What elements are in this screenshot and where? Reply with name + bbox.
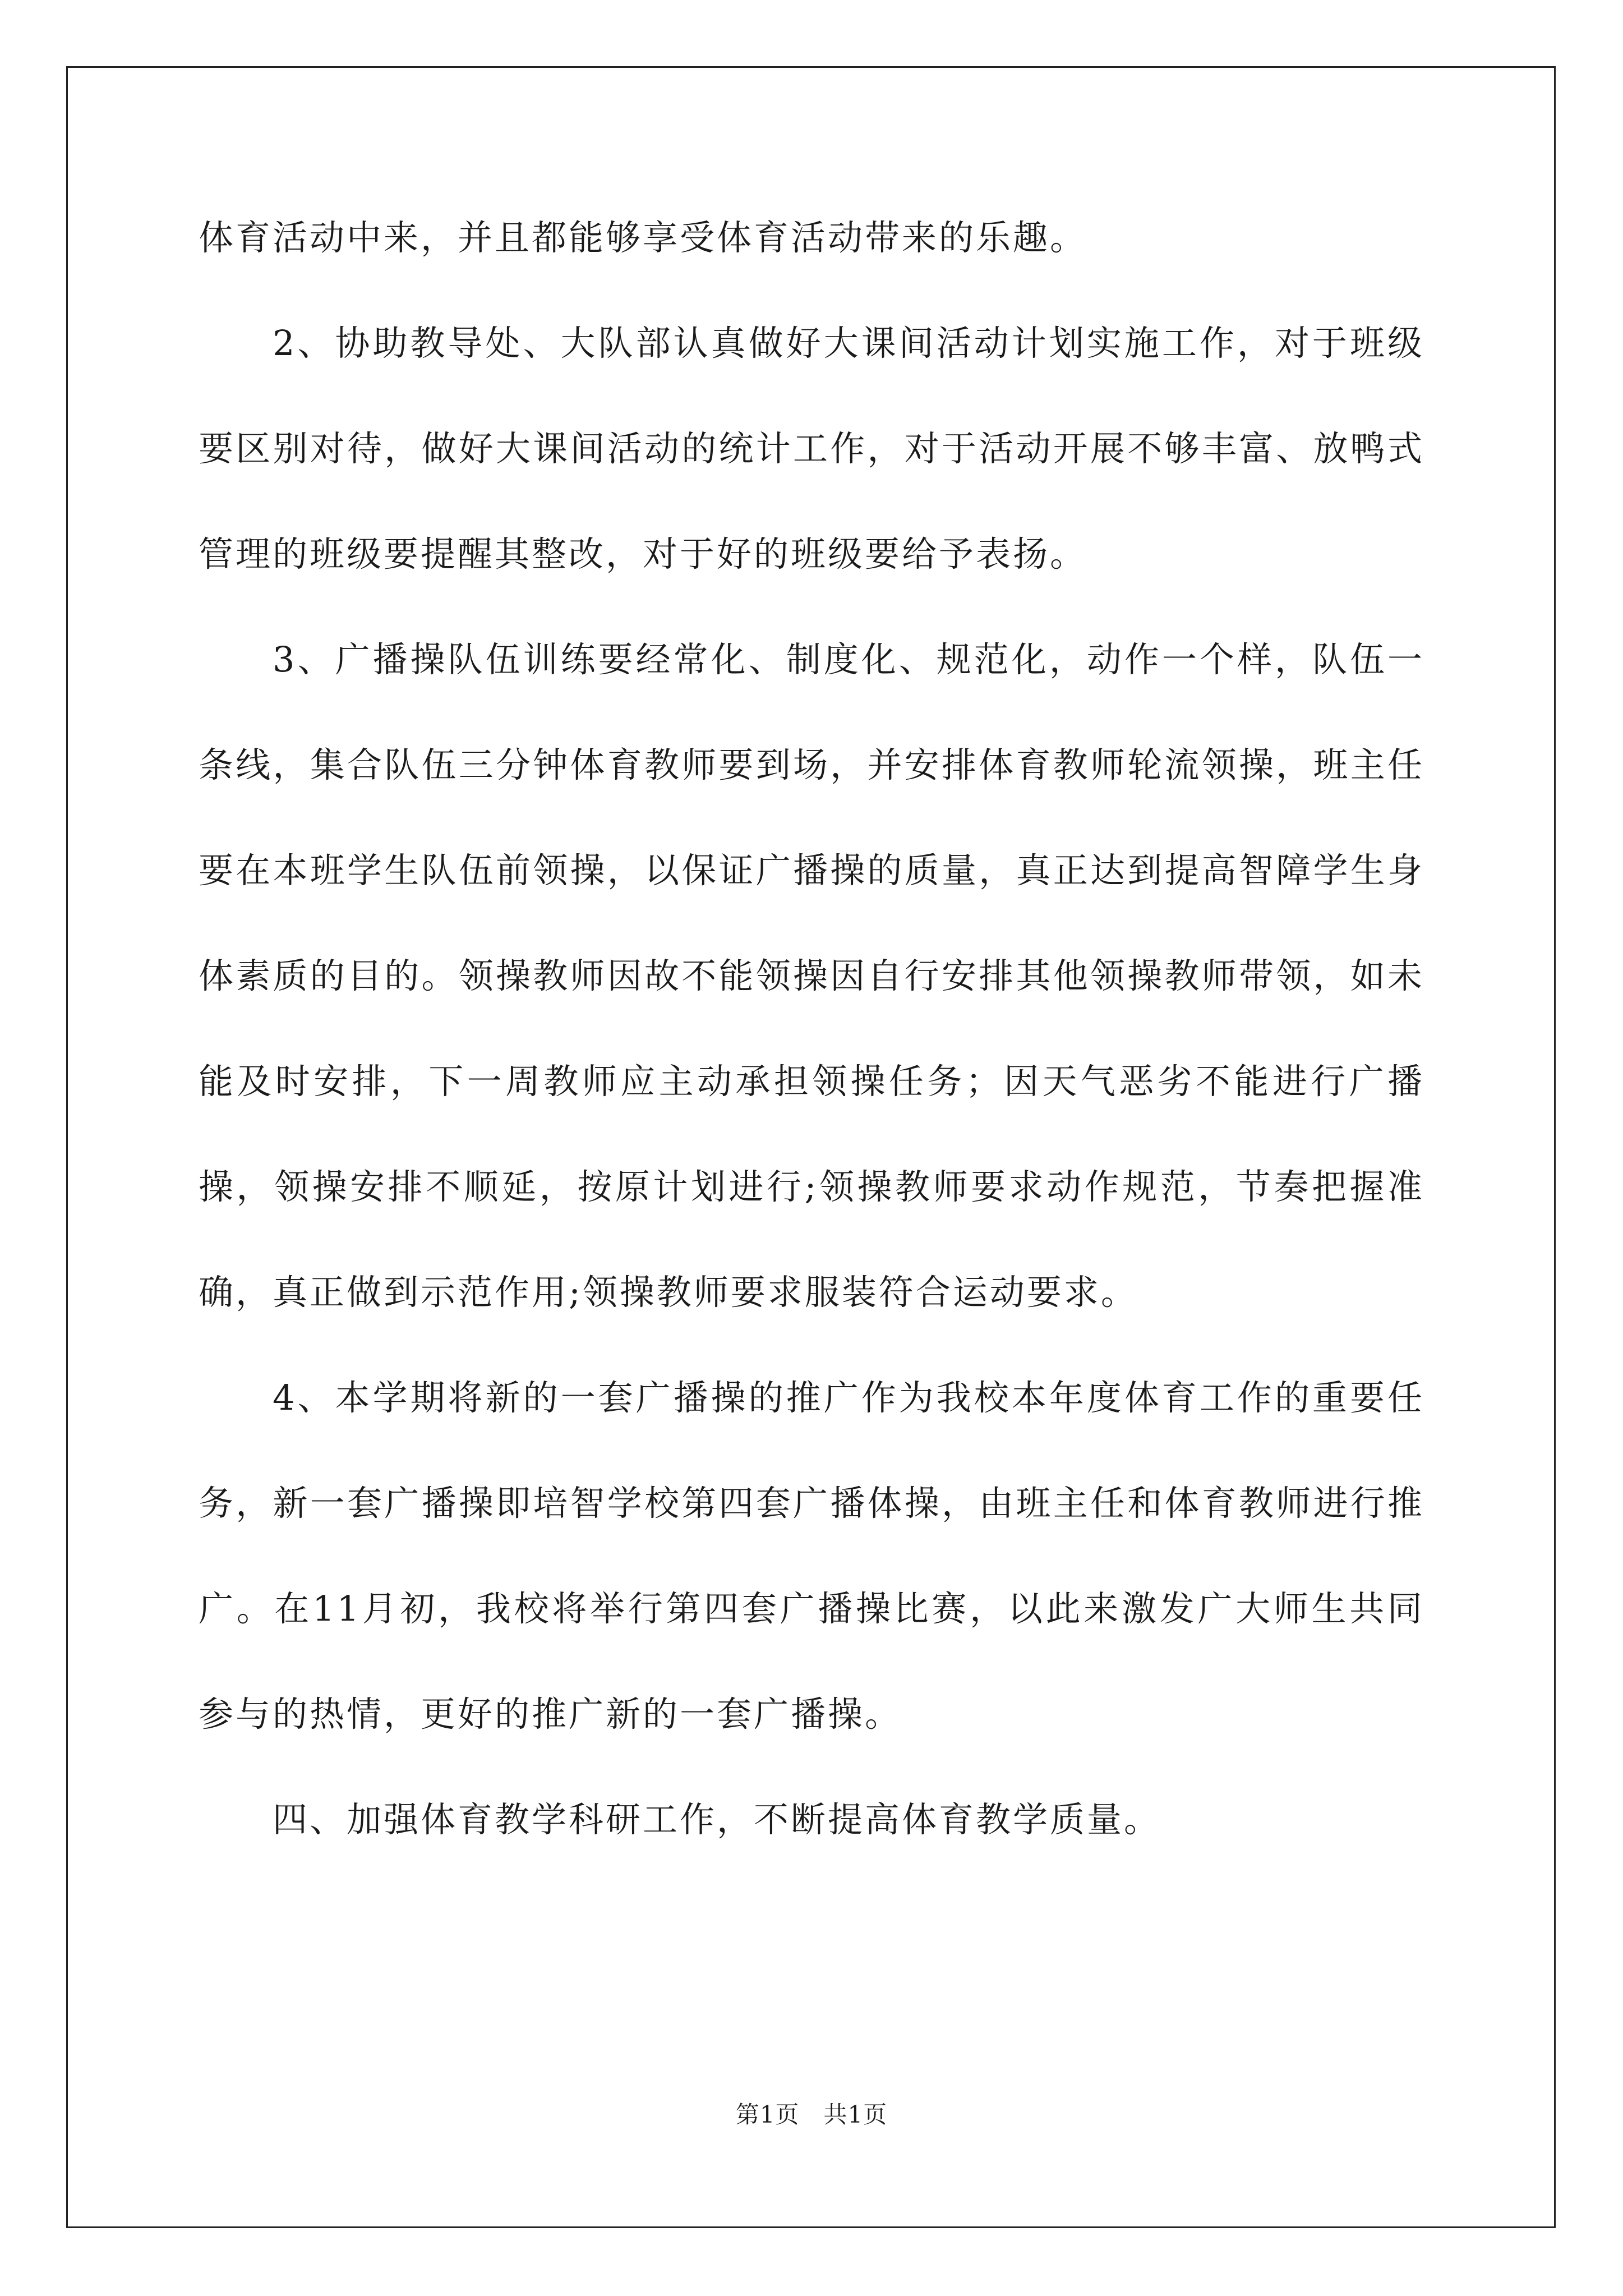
paragraph-item-3: 3、广播操队伍训练要经常化、制度化、规范化，动作一个样，队伍一条线，集合队伍三分钟体育教师要到场，并安排体育教师轮流领操，班主任要在本班学生队伍前领操，以保证广播操的质量，真正达到提高智障学生身体素质的目的。领操教师因故不能领操因自行安排其他领操教师带领，如未能及时安排，下一周教师应主动承担领操任务；因天气恶劣不能进行广播操，领操安排不顺延，按原计划进行;领操教师要求动作规范，节奏把握准确，真正做到示范作用;领操教师要求服装符合运动要求。 — [199, 639, 1424, 1313]
paragraph-continuation: 体育活动中来，并且都能够享受体育活动带来的乐趣。 — [199, 217, 1087, 258]
page-footer — [0, 2098, 1623, 2132]
page-total: 共1页 — [823, 2101, 888, 2128]
paragraph-item-2: 2、协助教导处、大队部认真做好大课间活动计划实施工作，对于班级要区别对待，做好大课间活动的统计工作，对于活动开展不够丰富、放鸭式管理的班级要提醒其整改，对于好的班级要给予表扬。 — [199, 323, 1424, 574]
section-heading-4: 四、加强体育教学科研工作，不断提高体育教学质量。 — [273, 1799, 1161, 1840]
page-number: 第1页 — [735, 2101, 800, 2128]
paragraph-item-4: 4、本学期将新的一套广播操的推广作为我校本年度体育工作的重要任务，新一套广播操即培智学校第四套广播体操，由班主任和体育教师进行推广。在11月初，我校将举行第四套广播操比赛，以此来激发广大师生共同参与的热情，更好的推广新的一套广播操。 — [199, 1377, 1424, 1734]
document-body — [199, 185, 1424, 1872]
